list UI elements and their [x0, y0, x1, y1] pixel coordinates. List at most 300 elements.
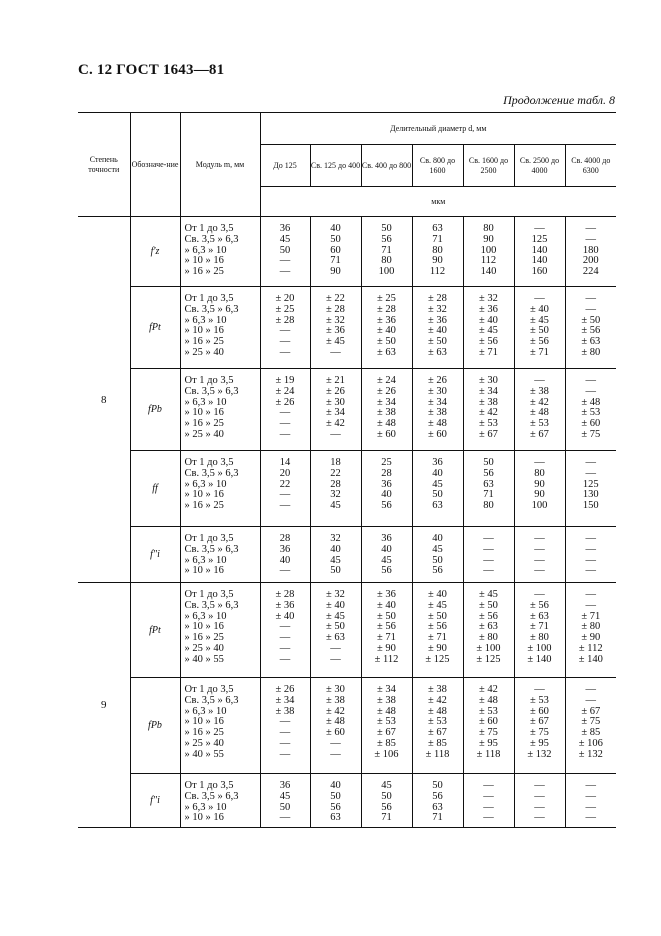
module-range: От 1 до 3,5	[184, 223, 234, 234]
tolerance-value: 40	[432, 467, 443, 479]
tolerance-value: 40	[330, 780, 341, 791]
tolerance-value: 40	[432, 533, 443, 544]
tolerance-value: 112	[480, 255, 497, 267]
tolerance-value: ± 56	[377, 621, 396, 633]
tolerance-value: ± 60	[479, 716, 498, 728]
tolerance-value: ± 36	[377, 314, 396, 326]
tolerance-value: 90	[534, 478, 545, 490]
tolerance-value: ± 38	[275, 705, 295, 717]
tolerance-value: —	[330, 748, 341, 760]
designation: fPt	[130, 583, 180, 678]
tolerance-value: 28	[381, 467, 392, 479]
tolerance-value: ± 67	[479, 428, 498, 440]
module-range: » 10 » 16	[184, 325, 224, 337]
table-continuation-label: Продолжение табл. 8	[503, 93, 615, 107]
module-range: Св. 3,5 » 6,3	[184, 233, 239, 245]
tolerance-value: ± 42	[479, 407, 498, 419]
value-cell	[260, 527, 310, 583]
tolerance-value: ± 26	[428, 375, 447, 386]
module-range: » 6,3 » 10	[184, 396, 227, 408]
module-range: От 1 до 3,5	[184, 589, 234, 600]
tolerance-value: ± 36	[275, 599, 295, 611]
value-cell	[514, 678, 565, 774]
tolerance-value: —	[534, 589, 545, 600]
header-diameter-col: Св. 400 до 800	[361, 145, 412, 187]
tolerance-value: ± 75	[479, 727, 498, 739]
tolerance-value: ± 80	[581, 621, 601, 633]
tolerance-value: —	[585, 543, 597, 555]
tolerance-value: —	[585, 565, 597, 577]
tolerance-value: ± 50	[479, 599, 498, 611]
tolerance-value: ± 30	[326, 396, 345, 408]
module-range: » 16 » 25	[184, 418, 224, 430]
tolerance-value: 50	[432, 489, 443, 501]
tolerance-value: 45	[330, 554, 341, 566]
tolerance-value: —	[279, 428, 291, 440]
tolerance-value: ± 53	[581, 407, 601, 419]
tolerance-value: ± 34	[479, 385, 498, 397]
value-cell	[412, 527, 463, 583]
tolerance-value: ± 132	[578, 748, 603, 760]
value-cell	[412, 583, 463, 678]
tolerance-value: 50	[330, 565, 341, 577]
tolerance-value: ± 67	[530, 428, 549, 440]
tolerance-value: —	[279, 500, 291, 512]
module-cell	[180, 583, 260, 678]
tolerance-value: ± 63	[326, 632, 345, 644]
tolerance-value: 40	[381, 489, 392, 501]
tolerance-value: ± 60	[326, 727, 345, 739]
tolerance-value: ± 50	[377, 610, 396, 622]
tolerance-value: ± 32	[428, 303, 447, 315]
tolerance-value: —	[279, 325, 291, 337]
header-designation: Обозначе-ние	[130, 113, 180, 217]
tolerance-value: —	[279, 407, 291, 419]
tolerance-table	[78, 112, 616, 828]
tolerance-value: ± 28	[326, 303, 345, 315]
tolerance-value: —	[585, 684, 597, 695]
value-cell	[463, 774, 514, 828]
tolerance-value: ± 40	[377, 325, 396, 337]
module-range: » 10 » 16	[184, 255, 224, 267]
tolerance-value: 36	[432, 457, 443, 468]
tolerance-value: 60	[330, 244, 341, 256]
tolerance-value: 56	[381, 801, 392, 813]
tolerance-value: ± 26	[326, 385, 345, 397]
page-header: С. 12 ГОСТ 1643—81	[78, 62, 225, 78]
value-cell	[260, 774, 310, 828]
tolerance-value: ± 48	[377, 705, 396, 717]
value-cell	[565, 583, 616, 678]
tolerance-value: ± 53	[530, 694, 549, 706]
module-range: » 16 » 25	[184, 266, 224, 278]
module-range: Св. 3,5 » 6,3	[184, 385, 239, 397]
tolerance-value: —	[330, 642, 341, 654]
tolerance-value: —	[279, 565, 291, 577]
module-range: » 16 » 25	[184, 336, 224, 348]
tolerance-value: ± 90	[581, 632, 601, 644]
tolerance-value: ± 34	[428, 396, 447, 408]
value-cell	[310, 678, 361, 774]
tolerance-value: —	[279, 737, 291, 749]
tolerance-value: ± 63	[581, 336, 601, 348]
tolerance-value: 36	[279, 543, 291, 555]
tolerance-value: ± 71	[530, 346, 549, 358]
tolerance-value: 56	[381, 565, 392, 577]
tolerance-value: ± 90	[428, 642, 447, 654]
value-cell	[463, 287, 514, 369]
value-cell	[514, 774, 565, 828]
tolerance-value: 63	[432, 500, 443, 512]
tolerance-value: 45	[330, 500, 341, 512]
header-diameter-col: Св. 2500 до 4000	[514, 145, 565, 187]
tolerance-value: ± 95	[530, 737, 549, 749]
value-cell	[260, 678, 310, 774]
tolerance-value: 32	[330, 533, 341, 544]
module-range: » 40 » 55	[184, 748, 224, 760]
header-diameter-col: Св. 800 до 1600	[412, 145, 463, 187]
tolerance-value: ± 40	[479, 314, 498, 326]
tolerance-value: ± 36	[428, 314, 447, 326]
module-range: » 6,3 » 10	[184, 478, 227, 490]
tolerance-value: 130	[582, 489, 599, 501]
tolerance-value: —	[483, 812, 494, 824]
tolerance-value: 45	[381, 554, 392, 566]
tolerance-value: 50	[279, 801, 291, 813]
tolerance-value: ± 125	[425, 653, 450, 665]
tolerance-value: ± 56	[428, 621, 447, 633]
tolerance-value: 112	[429, 266, 446, 278]
tolerance-value: ± 45	[479, 589, 498, 600]
tolerance-value: 40	[330, 223, 341, 234]
tolerance-value: 50	[381, 790, 392, 802]
value-cell	[565, 527, 616, 583]
tolerance-value: ± 48	[326, 716, 345, 728]
module-range: » 16 » 25	[184, 500, 224, 512]
value-cell	[565, 287, 616, 369]
value-cell	[565, 678, 616, 774]
tolerance-value: 22	[330, 467, 341, 479]
tolerance-value: ± 40	[326, 599, 345, 611]
tolerance-value: 45	[432, 478, 443, 490]
module-cell	[180, 217, 260, 287]
tolerance-value: ± 48	[428, 705, 447, 717]
tolerance-value: —	[534, 801, 545, 813]
tolerance-value: ± 53	[479, 418, 498, 430]
tolerance-value: —	[585, 599, 597, 611]
value-cell	[412, 774, 463, 828]
tolerance-value: ± 63	[428, 346, 447, 358]
tolerance-value: 80	[483, 500, 494, 512]
tolerance-value: ± 34	[275, 694, 295, 706]
tolerance-value: ± 60	[428, 428, 447, 440]
tolerance-value: ± 34	[377, 684, 396, 695]
module-range: » 6,3 » 10	[184, 314, 227, 326]
tolerance-value: ± 40	[377, 599, 396, 611]
tolerance-value: ± 106	[578, 737, 603, 749]
value-cell	[361, 217, 412, 287]
module-range: » 40 » 55	[184, 653, 224, 665]
tolerance-value: ± 67	[581, 705, 601, 717]
tolerance-value: —	[534, 533, 545, 544]
value-cell	[565, 774, 616, 828]
tolerance-value: 20	[279, 467, 291, 479]
tolerance-value: —	[330, 653, 341, 665]
designation: fPt	[130, 287, 180, 369]
tolerance-value: ± 32	[479, 293, 498, 304]
tolerance-value: —	[534, 543, 545, 555]
tolerance-value: —	[585, 223, 597, 234]
module-range: » 10 » 16	[184, 621, 224, 633]
tolerance-value: —	[279, 812, 291, 824]
value-cell	[412, 287, 463, 369]
tolerance-value: 45	[279, 233, 291, 245]
header-diameter-col: Св. 1600 до 2500	[463, 145, 514, 187]
designation: fPb	[130, 369, 180, 451]
tolerance-value: ± 60	[377, 428, 396, 440]
tolerance-value: 50	[330, 233, 341, 245]
tolerance-value: ± 28	[275, 314, 295, 326]
tolerance-value: —	[483, 533, 494, 544]
tolerance-value: ± 36	[377, 589, 396, 600]
tolerance-value: ± 20	[275, 293, 295, 304]
module-range: » 10 » 16	[184, 407, 224, 419]
tolerance-value: 80	[483, 223, 494, 234]
tolerance-value: ± 30	[326, 684, 345, 695]
tolerance-value: —	[585, 233, 597, 245]
tolerance-value: ± 19	[275, 375, 295, 386]
value-cell	[361, 451, 412, 527]
module-range: » 10 » 16	[184, 812, 224, 824]
tolerance-value: ± 40	[275, 610, 295, 622]
value-cell	[310, 774, 361, 828]
value-cell	[310, 369, 361, 451]
tolerance-value: ± 56	[530, 336, 549, 348]
tolerance-value: —	[585, 801, 597, 813]
module-range: От 1 до 3,5	[184, 293, 234, 304]
value-cell	[463, 217, 514, 287]
value-cell	[514, 583, 565, 678]
tolerance-value: ± 56	[581, 325, 601, 337]
tolerance-value: 56	[330, 801, 341, 813]
tolerance-value: ± 38	[326, 694, 345, 706]
tolerance-value: 25	[381, 457, 392, 468]
tolerance-value: ± 140	[578, 653, 603, 665]
module-range: От 1 до 3,5	[184, 457, 234, 468]
tolerance-value: 80	[432, 244, 443, 256]
tolerance-value: ± 48	[428, 418, 447, 430]
tolerance-value: 36	[381, 533, 392, 544]
value-cell	[514, 527, 565, 583]
tolerance-value: —	[585, 375, 597, 386]
module-range: » 10 » 16	[184, 489, 224, 501]
tolerance-value: ± 45	[326, 336, 345, 348]
tolerance-value: 56	[381, 500, 392, 512]
tolerance-value: ± 36	[326, 325, 345, 337]
tolerance-value: 50	[432, 554, 443, 566]
value-cell	[361, 369, 412, 451]
module-range: От 1 до 3,5	[184, 375, 234, 386]
tolerance-value: 90	[483, 233, 494, 245]
tolerance-value: ± 38	[428, 684, 447, 695]
header-degree: Степень точности	[78, 113, 130, 217]
tolerance-value: —	[483, 801, 494, 813]
tolerance-value: ± 50	[530, 325, 549, 337]
tolerance-value: ± 53	[428, 716, 447, 728]
module-cell	[180, 287, 260, 369]
module-range: » 6,3 » 10	[184, 705, 227, 717]
tolerance-value: 45	[279, 790, 291, 802]
tolerance-value: ± 38	[377, 407, 396, 419]
tolerance-value: ± 34	[377, 396, 396, 408]
tolerance-value: —	[585, 812, 597, 824]
tolerance-value: —	[534, 565, 545, 577]
tolerance-value: ± 38	[530, 385, 549, 397]
tolerance-value: ± 38	[377, 694, 396, 706]
tolerance-value: 80	[381, 255, 392, 267]
tolerance-value: ± 85	[581, 727, 601, 739]
tolerance-value: ± 71	[428, 632, 447, 644]
tolerance-value: 45	[381, 780, 392, 791]
tolerance-value: ± 132	[527, 748, 552, 760]
tolerance-value: 150	[582, 500, 599, 512]
tolerance-value: ± 48	[377, 418, 396, 430]
tolerance-value: —	[585, 780, 597, 791]
tolerance-value: 22	[279, 478, 291, 490]
tolerance-value: 63	[330, 812, 341, 824]
precision-degree: 8	[78, 217, 130, 583]
tolerance-value: ± 56	[479, 336, 498, 348]
tolerance-value: ± 40	[530, 303, 549, 315]
tolerance-value: —	[585, 533, 597, 544]
tolerance-value: —	[483, 780, 494, 791]
tolerance-value: ± 24	[377, 375, 396, 386]
module-range: Св. 3,5 » 6,3	[184, 599, 239, 611]
tolerance-value: —	[330, 737, 341, 749]
tolerance-value: —	[534, 375, 545, 386]
tolerance-value: ± 71	[530, 621, 549, 633]
tolerance-value: 50	[381, 223, 392, 234]
header-diameter-col: Св. 125 до 400	[310, 145, 361, 187]
tolerance-value: ± 75	[581, 716, 601, 728]
tolerance-value: —	[585, 790, 597, 802]
tolerance-value: —	[585, 554, 597, 566]
tolerance-value: —	[279, 336, 291, 348]
module-range: » 6,3 » 10	[184, 244, 227, 256]
tolerance-value: ± 42	[326, 705, 345, 717]
tolerance-value: ± 63	[530, 610, 549, 622]
tolerance-value: ± 80	[581, 346, 601, 358]
tolerance-value: 100	[480, 244, 497, 256]
value-cell	[310, 583, 361, 678]
tolerance-value: ± 71	[377, 632, 396, 644]
tolerance-value: 40	[381, 543, 392, 555]
module-range: » 6,3 » 10	[184, 554, 227, 566]
tolerance-value: ± 30	[428, 385, 447, 397]
tolerance-value: ± 50	[377, 336, 396, 348]
designation: ff	[130, 451, 180, 527]
tolerance-value: ± 100	[476, 642, 501, 654]
tolerance-value: 50	[432, 780, 443, 791]
tolerance-value: ± 106	[374, 748, 399, 760]
module-cell	[180, 369, 260, 451]
designation: fPb	[130, 678, 180, 774]
tolerance-value: ± 100	[527, 642, 552, 654]
tolerance-value: 32	[330, 489, 341, 501]
value-cell	[260, 217, 310, 287]
header-unit: мкм	[260, 187, 616, 217]
value-cell	[361, 774, 412, 828]
tolerance-value: ± 21	[326, 375, 345, 386]
tolerance-value: ± 50	[428, 336, 447, 348]
tolerance-value: 180	[582, 244, 599, 256]
tolerance-value: —	[585, 589, 597, 600]
tolerance-value: 71	[381, 244, 392, 256]
tolerance-value: —	[534, 684, 545, 695]
module-range: » 6,3 » 10	[184, 801, 227, 813]
tolerance-value: ± 75	[530, 727, 549, 739]
tolerance-value: —	[279, 716, 291, 728]
tolerance-value: ± 67	[428, 727, 447, 739]
tolerance-value: 140	[531, 255, 548, 267]
tolerance-value: 14	[279, 457, 291, 468]
tolerance-value: ± 67	[530, 716, 549, 728]
tolerance-value: —	[483, 554, 494, 566]
value-cell	[412, 678, 463, 774]
tolerance-value: 63	[432, 801, 443, 813]
tolerance-value: —	[585, 467, 597, 479]
module-range: » 16 » 25	[184, 727, 224, 739]
tolerance-value: 100	[378, 266, 395, 278]
tolerance-value: —	[483, 565, 494, 577]
tolerance-value: ± 125	[476, 653, 501, 665]
module-range: » 25 » 40	[184, 642, 224, 654]
module-range: » 10 » 16	[184, 565, 224, 577]
module-range: » 25 » 40	[184, 737, 224, 749]
tolerance-value: ± 50	[428, 610, 447, 622]
module-range: Св. 3,5 » 6,3	[184, 543, 239, 555]
value-cell	[463, 451, 514, 527]
tolerance-value: ± 30	[479, 375, 498, 386]
tolerance-value: —	[585, 457, 597, 468]
tolerance-value: —	[483, 543, 494, 555]
tolerance-value: ± 53	[530, 418, 549, 430]
value-cell	[260, 451, 310, 527]
module-range: » 25 » 40	[184, 346, 224, 358]
value-cell	[463, 678, 514, 774]
module-cell	[180, 451, 260, 527]
tolerance-value: 125	[531, 233, 548, 245]
header-diameter-col: До 125	[260, 145, 310, 187]
tolerance-value: ± 85	[377, 737, 396, 749]
tolerance-value: ± 25	[377, 293, 396, 304]
value-cell	[260, 583, 310, 678]
tolerance-value: ± 48	[530, 407, 549, 419]
module-range: От 1 до 3,5	[184, 780, 234, 791]
tolerance-value: —	[534, 293, 545, 304]
tolerance-value: —	[279, 255, 291, 267]
tolerance-value: ± 40	[428, 589, 447, 600]
tolerance-value: 36	[279, 223, 291, 234]
tolerance-value: 200	[582, 255, 599, 267]
tolerance-value: 100	[531, 500, 548, 512]
tolerance-value: —	[279, 266, 291, 278]
tolerance-value: —	[483, 790, 494, 802]
tolerance-value: 45	[432, 543, 443, 555]
tolerance-value: —	[534, 457, 545, 468]
value-cell	[463, 583, 514, 678]
tolerance-value: ± 112	[374, 653, 399, 665]
